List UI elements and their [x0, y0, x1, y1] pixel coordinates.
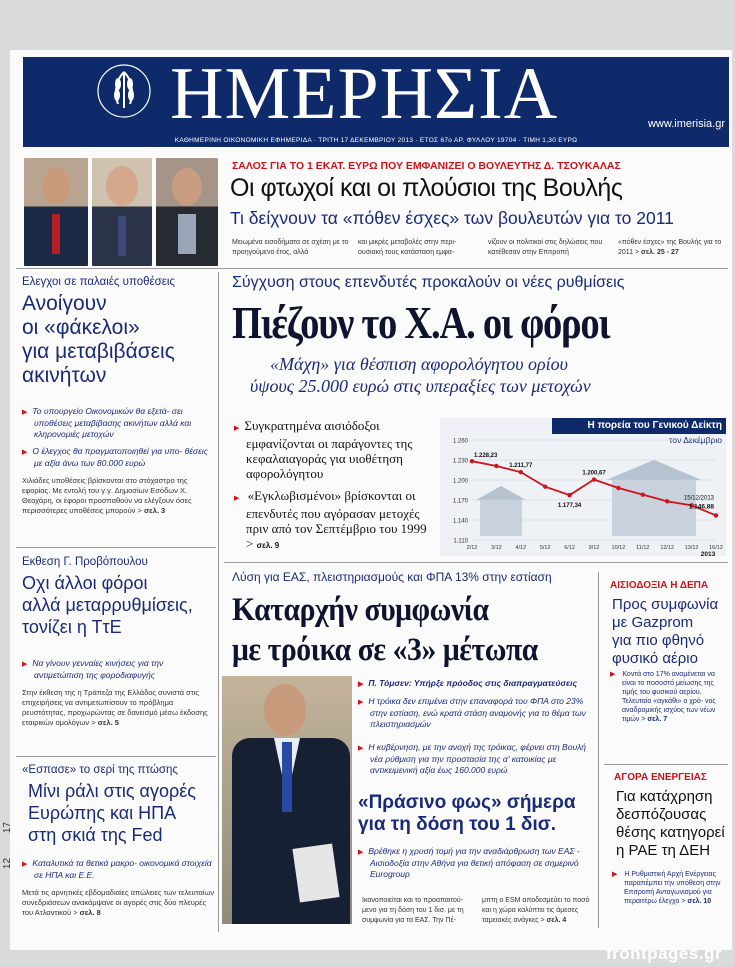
- right-box1-page-ref[interactable]: σελ. 7: [647, 716, 668, 723]
- left-story3-page-ref[interactable]: σελ. 8: [79, 908, 101, 917]
- left-story2-bullet1: ▶ Να γίνουν γενναίες κινήσεις για την αντιμετώπιση της φοροδιαφυγής: [34, 658, 212, 681]
- side-number-17: 17: [2, 821, 14, 834]
- left-story1-kicker: Ελεγχοι σε παλαιές υποθέσεις: [22, 276, 175, 288]
- photo-politician-1: [24, 158, 88, 266]
- right-box2-headline-line3: θέσης κατηγορεί: [616, 824, 725, 841]
- wheat-ear-emblem-icon: [84, 62, 164, 120]
- top-story-body-col4-text: «πόθεν έσχες» της Βουλής για το 2011 >: [618, 239, 722, 256]
- side-number-12: 12: [2, 857, 14, 870]
- left-story2-headline-line1: Οχι άλλοι φόροι: [22, 573, 148, 593]
- chart-plot: [440, 418, 726, 556]
- chart-ytick-label-5: 1.260: [452, 438, 468, 445]
- right-box2-headline[interactable]: [616, 788, 734, 860]
- top-story-kicker: ΣΑΛΟΣ ΓΙΑ ΤΟ 1 ΕΚΑΤ. ΕΥΡΩ ΠΟΥ ΕΜΦΑΝΙΖΕΙ Ο ΒΟΥΛΕΥΤΗΣ Δ. ΤΣΟΥΚΑΛΑΣ: [232, 160, 621, 172]
- chart-subtitle: τον Δεκέμβριο: [669, 435, 722, 445]
- masthead-title: ΗΜΕΡΗΣΙΑ: [170, 53, 559, 135]
- chart-year-label: 2013: [700, 551, 716, 556]
- left-divider-1: [16, 547, 216, 548]
- main-story-page-ref[interactable]: σελ. 9: [256, 541, 280, 550]
- left-story1-headline-line1: Ανοίγουν: [22, 292, 107, 315]
- left-story1-body-text: Χιλιάδες υποθέσεις βρίσκονται στο στόχαστρο της εφορίας. Με εντολή του γ.γ. Δημοσίων Εσόδων Χ. Θεοχάρη, οι έφοροι προσπαθούν να ελέγξουν όσες περισσότερες υποθέσεις μπορούν >: [22, 476, 192, 515]
- index-chart: [440, 418, 726, 556]
- left-story3-headline[interactable]: [28, 780, 218, 846]
- chart-data-label-last: 1.146,88: [688, 503, 714, 511]
- chart-point-8: [665, 499, 669, 503]
- right-box1-headline-line1: Προς συμφωνία: [612, 596, 719, 613]
- divider-vertical-left: [218, 272, 219, 932]
- left-story3-bullet1: ▶ Καταλυτικά τα θετικά μακρο- οικονομικά στοιχεία σε ΗΠΑ και Ε.Ε.: [34, 858, 212, 881]
- left-story2-headline-line2: αλλά μεταρρυθμίσεις,: [22, 595, 193, 615]
- troika-sub-headline-line1: «Πράσινο φως» σήμερα: [358, 792, 576, 813]
- chart-bg-building-right: [612, 480, 696, 536]
- main-story-bullet2-text: «Εγκλωβισμένοι» βρίσκονται οι επενδυτές που αγόρασαν μετοχές πριν από τον Σεπτέμβριο του 1999 >: [246, 488, 427, 551]
- chart-xtick-label-9: 13/12: [684, 545, 699, 551]
- top-story-body-col3: νίζουν οι πολιτικοί στις δηλώσεις που κατέθεσαν στην Επιτροπή: [488, 239, 603, 256]
- left-story3-headline-line3: στη σκιά της Fed: [28, 825, 163, 845]
- left-story2-headline[interactable]: [22, 572, 218, 638]
- chart-data-label-date: 15/12/2013: [683, 495, 714, 502]
- troika-sub-headline-line2: για τη δόση του 1 δισ.: [358, 814, 556, 835]
- left-story1-headline-line2: οι «φάκελοι»: [22, 316, 140, 339]
- right-box2-bullet: [624, 870, 728, 906]
- chart-title: Η πορεία του Γενικού Δείκτη: [587, 420, 722, 431]
- top-story-body-col1: Μειωμένα εισοδήματα σε σχέση με το προηγούμενο έτος, αλλά: [232, 239, 349, 256]
- main-story-kicker: Σύγχυση στους επενδυτές προκαλούν οι νέες ρυθμίσεις: [232, 274, 625, 291]
- masthead-website[interactable]: www.imerisia.gr: [647, 118, 725, 130]
- top-story-subhead: Τι δείχνουν τα «πόθεν έσχες» των βουλευτών για το 2011: [230, 208, 674, 228]
- chart-ytick-label-1: 1.140: [452, 518, 468, 525]
- right-box1-label: ΑΙΣΙΟΔΟΞΙΑ Η ΔΕΠΑ: [610, 580, 709, 591]
- left-story3-headline-line1: Μίνι ράλι στις αγορές: [28, 781, 196, 801]
- troika-sub-headline[interactable]: [358, 792, 576, 836]
- main-story-bullet1: ▶ Συγκρατημένα αισιόδοξοι εμφανίζονται οι παράγοντες της κεφαλαιαγοράς για υιοθέτηση αφορολόγητου: [246, 418, 432, 481]
- left-story3-body-text: Μετά τις αρνητικές εβδομαδιαίες απώλειες των τελευταίων συνεδριάσεων ανακάμψανε οι αγορές στις δύο πλευρές του Ατλαντικού >: [22, 888, 215, 917]
- troika-story-headline-line2: με τρόικα σε «3» μέτωπα: [232, 632, 538, 668]
- divider-horizontal-top: [16, 268, 728, 269]
- right-box2-headline-line1: Για κατάχρηση: [616, 788, 713, 805]
- left-divider-2: [16, 756, 216, 757]
- chart-ytick-label-2: 1.170: [452, 498, 468, 505]
- chart-point-0: [470, 459, 474, 463]
- troika-story-headline-line1: Καταρχήν συμφωνία: [232, 592, 489, 628]
- troika-story-headline[interactable]: [232, 590, 538, 670]
- chart-xtick-label-10: 16/12: [709, 545, 723, 551]
- chart-point-1: [494, 464, 498, 468]
- right-box2-page-ref[interactable]: σελ. 10: [687, 898, 712, 905]
- chart-xtick-label-6: 10/12: [611, 545, 626, 551]
- left-story1-headline-line4: ακινήτων: [22, 364, 107, 387]
- left-story1-bullet2: ▶ Ο έλεγχος θα πραγματοποιηθεί για υπο- θέσεις με αξία άνω των 80.000 ευρώ: [34, 446, 212, 469]
- right-box1-bullet: [622, 670, 726, 724]
- left-story2-body-text: Στην έκθεση της η Τράπεζα της Ελλάδος συνιστά στις επιχειρήσεις να αντιμετωπίσουν το πρόβλημα ρευστότητας, προχωρώντας σε δανεισμό μέσω έκδοσης εταιρικών ομολόγων >: [22, 688, 208, 727]
- divider-horizontal-mid: [224, 562, 728, 563]
- photo-minister: [222, 676, 352, 924]
- chart-xtick-label-5: 9/12: [588, 545, 600, 551]
- troika-bullet1: ▶ Π. Τόμσεν: Υπήρξε πρόοδος στις διαπραγματεύσεις: [370, 678, 590, 690]
- left-story1-body: [22, 476, 216, 516]
- left-story2-body: [22, 688, 216, 728]
- divider-vertical-right: [598, 572, 599, 928]
- troika-body-col2-text: μπτη ο ESM αποδεσμεύει το ποσό και η χώρα καλύπτει τις άμεσες ταμειακές ανάγκες >: [482, 897, 590, 924]
- chart-data-label-3: 1.200,67: [582, 470, 606, 477]
- chart-xtick-label-3: 5/12: [539, 545, 551, 551]
- left-story1-headline[interactable]: [22, 292, 218, 388]
- right-box1-bullet-text: Κοντά στο 17% αναμένεται να είναι το ποσοστό μείωσης της τιμής του φυσικού αερίου. Τελευταίο «αγκάθι» ο χρό- νος αναδρομικής ισχύος των νέων τιμών >: [622, 671, 716, 723]
- left-story1-headline-line3: για μεταβιβάσεις: [22, 340, 175, 363]
- chart-xtick-label-4: 6/12: [564, 545, 575, 551]
- chart-point-2: [519, 470, 523, 474]
- chart-point-10: [714, 513, 718, 517]
- left-story2-kicker: Εκθεση Γ. Προβόπουλου: [22, 556, 148, 568]
- chart-point-6: [616, 486, 620, 490]
- chart-bg-roof-right: [606, 460, 702, 480]
- troika-bullet3: ▶ Η κυβέρνηση, με την ανοχή της τρόικας, φέρνει στη Βουλή νέα ρύθμιση για την προστασία της α' κατοικίας με αντικειμενική αξία έως 160.000 ευρώ: [370, 742, 590, 776]
- right-box1-headline-line4: φυσικό αέριο: [612, 650, 698, 667]
- right-box1-headline[interactable]: [612, 596, 732, 668]
- right-box1-headline-line2: με Gazprom: [612, 614, 694, 631]
- right-box2-bullet-text: Η Ρυθμιστική Αρχή Ενέργειας παραπέμπει την υπόθεση στην Επιτροπή Ανταγωνισμού για περαιτέρω έλεγχο >: [624, 871, 721, 905]
- chart-xtick-label-2: 4/12: [515, 545, 527, 551]
- main-story-headline[interactable]: Πιέζουν το Χ.Α. οι φόροι: [232, 297, 610, 348]
- chart-bg-building-left: [480, 500, 522, 536]
- chart-xtick-label-1: 3/12: [491, 545, 502, 551]
- chart-data-label-2: 1.177,34: [557, 503, 582, 510]
- troika-body-col1: Ικανοποιείται και το προαπαιτού- μενο για τη δόση του 1 δισ. με τη συμφωνία για τα ΕΑΣ. Την Πέ-: [362, 897, 464, 924]
- chart-xtick-label-8: 12/12: [660, 545, 675, 551]
- right-box1-headline-line3: για πιο φθηνό: [612, 632, 705, 649]
- chart-data-label-0: 1.228,23: [474, 453, 498, 460]
- left-story1-bullet1: ▶ Το υπουργείο Οικονομικών θα εξετά- σει υποθέσεις μεταβίβασης ακινήτων αλλά και κληρονομιές μετοχών: [34, 406, 212, 440]
- chart-point-5: [592, 477, 596, 481]
- left-story2-headline-line3: τονίζει η ΤτΕ: [22, 617, 122, 637]
- main-story-subhead-line1: «Μάχη» για θέσπιση αφορολόγητου ορίου: [270, 354, 568, 374]
- troika-story-kicker: Λύση για ΕΑΣ, πλειστηριασμούς και ΦΠΑ 13% στην εστίαση: [232, 570, 552, 584]
- chart-point-7: [641, 492, 645, 496]
- masthead-info-strip: ΚΑΘΗΜΕΡΙΝΗ ΟΙΚΟΝΟΜΙΚΗ ΕΦΗΜΕΡΙΔΑ · ΤΡΙΤΗ 17 ΔΕΚΕΜΒΡΙΟΥ 2013 · ΕΤΟΣ 67ο ΑΡ. ΦΥΛΛΟΥ 19704 · ΤΙΜΗ 1,30 ΕΥΡΩ: [23, 135, 729, 147]
- photo-politician-3: [156, 158, 218, 266]
- footer-site[interactable]: frontpages.gr: [606, 944, 723, 963]
- right-divider: [604, 764, 728, 765]
- troika-sub-bullet1: ▶ Βρέθηκε η χρυσή τομή για την αναδιάρθρωση των ΕΑΣ - Αισιοδοξία στην Αθήνα για θετική απόφαση σε σημερινό Eurogroup: [370, 846, 590, 880]
- left-story3-headline-line2: Ευρώπης και ΗΠΑ: [28, 803, 177, 823]
- chart-ytick-label-0: 1.110: [453, 538, 468, 545]
- troika-bullet2: ▶ Η τρόικα δεν επιμένει στην επαναφορά του ΦΠΑ στο 23% στην εστίαση, ενώ κρατά στάση αναμονής για το θέμα των πλειστηριασμών: [370, 696, 590, 730]
- troika-body-col2: [482, 896, 592, 926]
- chart-xtick-label-0: 2/12: [466, 545, 478, 551]
- chart-data-label-1: 1.211,77: [509, 463, 533, 470]
- right-box2-label: ΑΓΟΡΑ ΕΝΕΡΓΕΙΑΣ: [614, 772, 707, 783]
- footer-digitized-label: digitized for: [612, 934, 653, 943]
- chart-xtick-label-7: 11/12: [636, 545, 650, 551]
- top-story-body-col2: και μικρές μεταβολές στην περι- ουσιακή τους κατάσταση εμφα-: [358, 239, 457, 256]
- top-story-body-col4: [618, 238, 726, 258]
- chart-ytick-label-3: 1.200: [452, 478, 468, 485]
- left-story2-page-ref[interactable]: σελ. 5: [97, 718, 119, 727]
- photo-politician-2: [92, 158, 152, 266]
- left-story3-body: [22, 888, 216, 918]
- main-story-bullet2: [246, 488, 432, 553]
- main-story-subhead-line2: ύψους 25.000 ευρώ στις υπεραξίες των μετοχών: [250, 376, 591, 396]
- left-story3-kicker: «Εσπασε» το σερί της πτώσης: [22, 764, 178, 776]
- top-story-headline[interactable]: Οι φτωχοί και οι πλούσιοι της Βουλής: [230, 174, 623, 202]
- top-story-page-ref[interactable]: σελ. 25 - 27: [641, 249, 679, 256]
- chart-point-4: [567, 493, 571, 497]
- chart-bg-roof-left: [476, 486, 526, 500]
- right-box2-headline-line2: δεσπόζουσας: [616, 806, 707, 823]
- right-box2-headline-line4: η ΡΑΕ τη ΔΕΗ: [616, 842, 711, 859]
- chart-ytick-label-4: 1.230: [452, 458, 468, 465]
- chart-point-3: [543, 484, 547, 488]
- left-story1-page-ref[interactable]: σελ. 3: [144, 506, 166, 515]
- troika-page-ref[interactable]: σελ. 4: [546, 917, 567, 924]
